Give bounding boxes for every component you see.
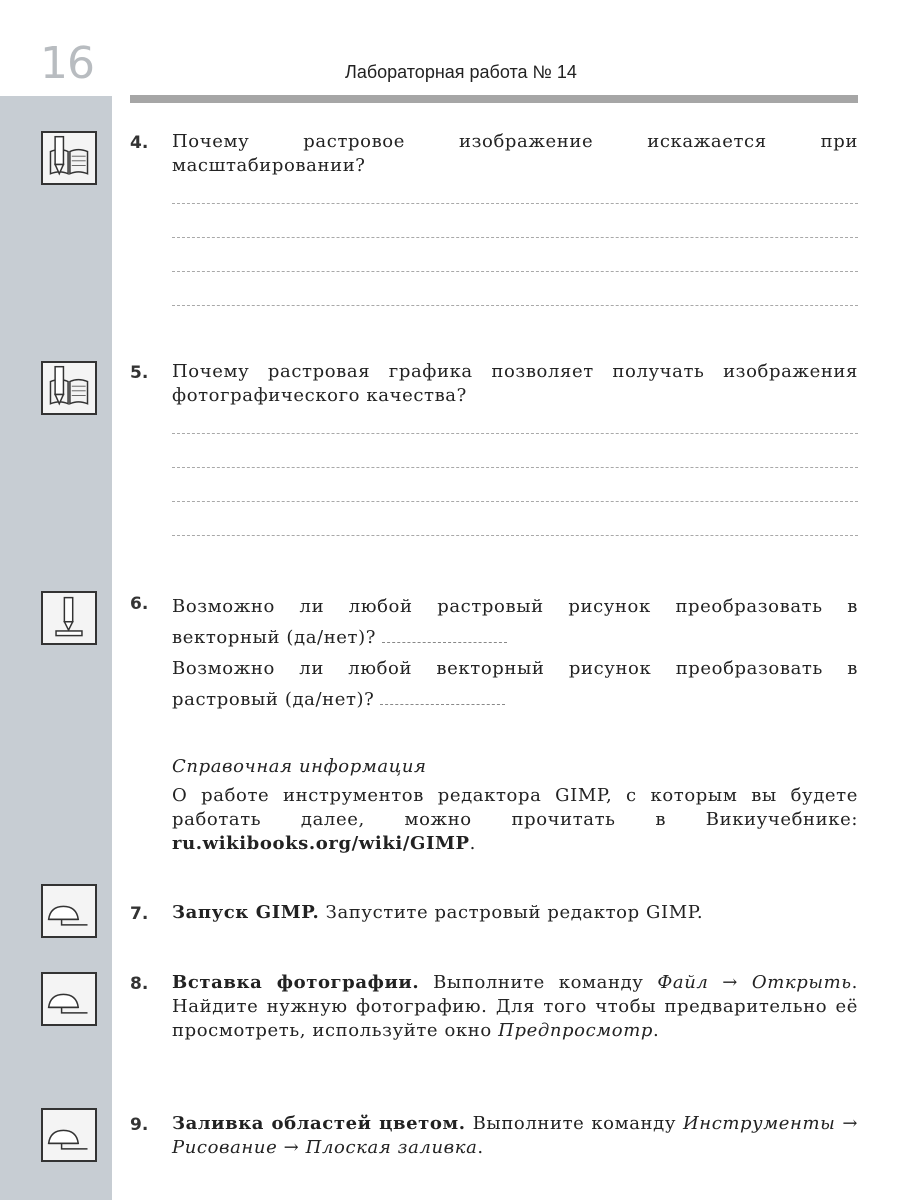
question-text: Почему растровое изображение искажается при масштабировании? [172, 131, 858, 176]
task-title: Запуск GIMP. [172, 902, 320, 923]
task-text: Выполните команду [433, 972, 644, 993]
question-text: Возможно ли любой растровый рисунок преобразовать в векторный (да/нет)? [172, 596, 858, 648]
question-number: 4. [130, 133, 149, 153]
task-title: Вставка фотографии. [172, 972, 420, 993]
menu-command: Файл → Открыть [657, 972, 852, 993]
question-text: Почему растровая графика позволяет получать изображения фотографического качества? [172, 361, 858, 406]
question-number: 8. [130, 974, 149, 994]
task-text: . [477, 1137, 484, 1158]
answer-blank[interactable] [382, 642, 507, 643]
question-text-2 [172, 653, 858, 715]
reference-link[interactable]: ru.wikibooks.org/wiki/GIMP [172, 833, 470, 854]
answer-line[interactable] [172, 467, 858, 468]
task-text: Запустите растровый редактор GIMP. [325, 902, 704, 923]
answer-line[interactable] [172, 203, 858, 204]
header-rule [130, 95, 858, 103]
task-text: . [653, 1020, 660, 1041]
answer-line[interactable] [172, 501, 858, 502]
reference-title: Справочная информация [172, 756, 427, 777]
question-text [172, 1112, 858, 1160]
answer-line[interactable] [172, 433, 858, 434]
question-number: 7. [130, 904, 149, 924]
menu-command: Инструменты → Рисование → Плоская заливка [172, 1113, 858, 1158]
page-header-title: Лабораторная работа № 14 [345, 62, 577, 82]
task-title: Заливка областей цветом. [172, 1113, 466, 1134]
question-text: Возможно ли любой векторный рисунок преобразовать в растровый (да/нет)? [172, 658, 858, 710]
answer-line[interactable] [172, 271, 858, 272]
answer-line[interactable] [172, 305, 858, 306]
mouse-icon [41, 884, 97, 938]
task-text: . Найдите нужную фотографию. Для того чтобы предварительно её просмотреть, используйте окно [172, 972, 858, 1041]
pencil-book-icon [41, 131, 97, 185]
answer-blank[interactable] [380, 704, 505, 705]
pencil-book-icon [41, 361, 97, 415]
question-number: 6. [130, 594, 149, 614]
reference-text [172, 784, 858, 856]
reference-body: О работе инструментов редактора GIMP, с которым вы будете работать далее, можно прочитать в Викиучебнике: [172, 785, 858, 830]
window-name: Предпросмотр [498, 1020, 654, 1041]
answer-line[interactable] [172, 535, 858, 536]
pencil-icon [41, 591, 97, 645]
left-sidebar-band [0, 96, 112, 1200]
question-text-1 [172, 591, 858, 653]
mouse-icon [41, 972, 97, 1026]
question-text [172, 971, 858, 1043]
question-text [172, 901, 858, 925]
page-number: 16 [40, 38, 94, 89]
task-text: Выполните команду [472, 1113, 677, 1134]
mouse-icon [41, 1108, 97, 1162]
question-number: 9. [130, 1115, 149, 1135]
reference-link-suffix: . [469, 833, 476, 854]
answer-line[interactable] [172, 237, 858, 238]
question-number: 5. [130, 363, 149, 383]
